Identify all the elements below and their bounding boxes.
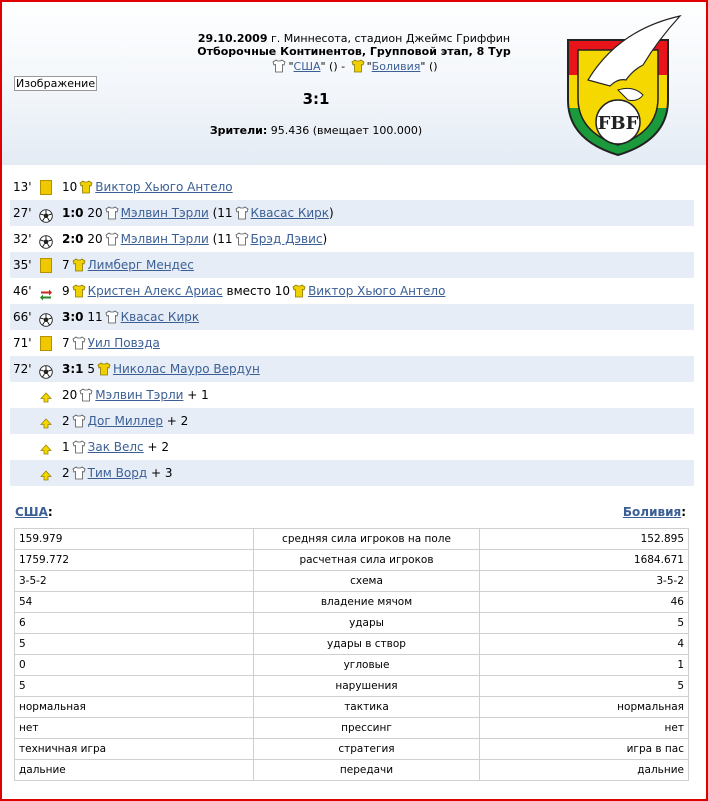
teams-line: "США" () - "Боливия" () <box>0 59 708 76</box>
assist-close: ) <box>329 206 334 220</box>
event-points: + 3 <box>150 466 173 480</box>
player-number: 20 <box>62 388 78 402</box>
emblem-text: FBF <box>597 113 639 134</box>
stat-right-value: дальние <box>480 760 689 781</box>
right-team-link[interactable]: Боливия <box>622 505 682 519</box>
spectators-label: Зрители: <box>209 124 268 137</box>
stat-right-value: нормальная <box>480 697 689 718</box>
event-minute: 66' <box>13 310 32 324</box>
event-minute: 46' <box>13 284 32 298</box>
stat-left-value: 1759.772 <box>15 550 254 571</box>
stat-left-value: 5 <box>15 676 254 697</box>
stat-left-value: 159.979 <box>15 529 254 550</box>
player-number: 20 <box>87 232 103 246</box>
player-number: 7 <box>62 258 70 272</box>
stat-left-value: 54 <box>15 592 254 613</box>
stat-left-value: 3-5-2 <box>15 571 254 592</box>
stat-label: средняя сила игроков на поле <box>254 529 480 550</box>
assist-player-link[interactable]: Квасас Кирк <box>250 206 330 220</box>
player-number: 10 <box>62 180 78 194</box>
stat-right-value: 1 <box>480 655 689 676</box>
home-team-link[interactable]: США <box>293 60 321 73</box>
player-number: 7 <box>62 336 70 350</box>
stat-left-value: дальние <box>15 760 254 781</box>
event-minute: 27' <box>13 206 32 220</box>
stat-right-value: 5 <box>480 676 689 697</box>
stat-label: передачи <box>254 760 480 781</box>
stat-right-value: игра в пас <box>480 739 689 760</box>
event-score: 1:0 <box>62 206 84 220</box>
event-minute: 72' <box>13 362 32 376</box>
left-team-label: США: <box>15 505 53 519</box>
assist-number: (11 <box>212 232 233 246</box>
stat-label: владение мячом <box>254 592 480 613</box>
away-team-extra: " () <box>420 60 438 73</box>
event-minute: 13' <box>13 180 32 194</box>
stat-left-value: техничная игра <box>15 739 254 760</box>
player-number: 2 <box>62 466 70 480</box>
away-team-link[interactable]: Боливия <box>371 60 421 73</box>
assist-player-link[interactable]: Брэд Дэвис <box>250 232 323 246</box>
player-link[interactable]: Зак Велс <box>87 440 144 454</box>
player-link[interactable]: Мэлвин Тэрли <box>120 232 209 246</box>
stat-label: схема <box>254 571 480 592</box>
stat-label: тактика <box>254 697 480 718</box>
left-team-link[interactable]: США <box>15 505 48 519</box>
player-link[interactable]: Уил Повэда <box>87 336 160 350</box>
event-minute: 35' <box>13 258 32 272</box>
stat-label: удары <box>254 613 480 634</box>
player-link[interactable]: Виктор Хьюго Антело <box>308 284 446 298</box>
event-minute: 71' <box>13 336 32 350</box>
player-number: 5 <box>87 362 95 376</box>
player-number: 1 <box>62 440 70 454</box>
image-placeholder: Изображение <box>16 77 96 90</box>
home-team-extra: " () - <box>320 60 349 73</box>
stat-left-value: 0 <box>15 655 254 676</box>
player-number: 11 <box>87 310 103 324</box>
player-link[interactable]: Лимберг Мендес <box>87 258 194 272</box>
competition: Отборочные Континентов, Групповой этап, 8 Тур <box>197 45 511 58</box>
stat-label: угловые <box>254 655 480 676</box>
player-link[interactable]: Виктор Хьюго Антело <box>95 180 233 194</box>
stat-left-value: нет <box>15 718 254 739</box>
stat-right-value: 4 <box>480 634 689 655</box>
match-date: 29.10.2009 <box>197 32 268 45</box>
stat-label: удары в створ <box>254 634 480 655</box>
player-number: 2 <box>62 414 70 428</box>
player-link[interactable]: Тим Ворд <box>87 466 148 480</box>
stat-left-value: нормальная <box>15 697 254 718</box>
stat-right-value: нет <box>480 718 689 739</box>
stat-label: стратегия <box>254 739 480 760</box>
stat-right-value: 1684.671 <box>480 550 689 571</box>
match-venue: г. Миннесота, стадион Джеймс Гриффин <box>267 32 511 45</box>
stat-right-value: 3-5-2 <box>480 571 689 592</box>
player-link[interactable]: Николас Мауро Вердун <box>112 362 260 376</box>
stat-left-value: 6 <box>15 613 254 634</box>
player-link[interactable]: Кристен Алекс Ариас <box>87 284 223 298</box>
spectators-value: 95.436 (вмещает 100.000) <box>267 124 423 137</box>
stat-right-value: 152.895 <box>480 529 689 550</box>
stat-label: нарушения <box>254 676 480 697</box>
player-number: 9 <box>62 284 70 298</box>
player-link[interactable]: Дог Миллер <box>87 414 163 428</box>
event-score: 3:1 <box>62 362 84 376</box>
event-points: + 1 <box>187 388 209 402</box>
right-team-label: Боливия: <box>622 505 686 519</box>
player-number: 20 <box>87 206 103 220</box>
stat-right-value: 46 <box>480 592 689 613</box>
stat-right-value: 5 <box>480 613 689 634</box>
assist-close: ) <box>322 232 328 246</box>
player-link[interactable]: Мэлвин Тэрли <box>120 206 209 220</box>
player-link[interactable]: Квасас Кирк <box>120 310 200 324</box>
stat-label: прессинг <box>254 718 480 739</box>
event-points: + 2 <box>166 414 189 428</box>
event-score: 2:0 <box>62 232 84 246</box>
stat-label: расчетная сила игроков <box>254 550 480 571</box>
event-score: 3:0 <box>62 310 84 324</box>
event-points: + 2 <box>147 440 169 454</box>
event-minute: 32' <box>13 232 32 246</box>
stat-left-value: 5 <box>15 634 254 655</box>
match-score: 3:1 <box>302 90 330 108</box>
player-link[interactable]: Мэлвин Тэрли <box>95 388 184 402</box>
substitution-text: вместо 10 <box>226 284 291 298</box>
assist-number: (11 <box>212 206 233 220</box>
